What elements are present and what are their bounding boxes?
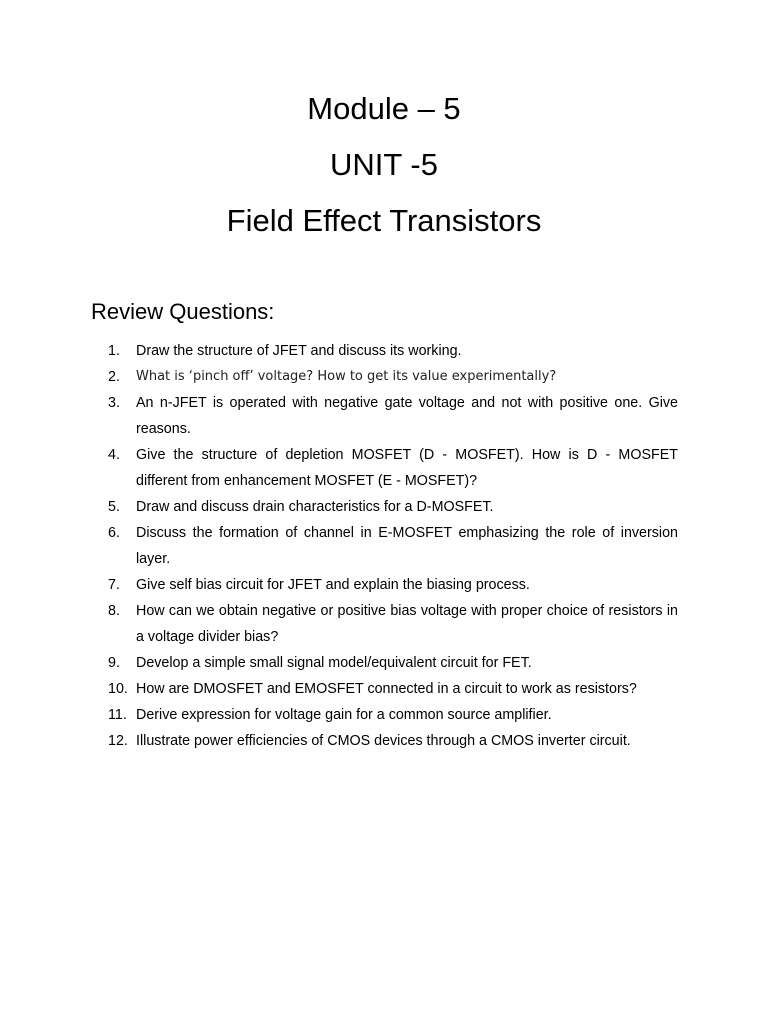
unit-title: UNIT -5 (330, 147, 438, 182)
subject-title: Field Effect Transistors (226, 203, 542, 238)
question-text: What is ‘pinch off’ voltage? How to get its value experimentally? (136, 369, 557, 384)
list-item (108, 338, 678, 364)
question-text: Develop a simple small signal model/equivalent circuit for FET. (136, 655, 532, 671)
question-text: How are DMOSFET and EMOSFET connected in a circuit to work as resistors? (136, 681, 637, 697)
module-title: Module – 5 (307, 91, 461, 126)
list-item (108, 676, 678, 702)
list-item (108, 442, 678, 494)
question-text: Derive expression for voltage gain for a common source amplifier. (136, 707, 552, 723)
question-number: 3. (108, 395, 120, 411)
list-item (108, 390, 678, 442)
list-item (108, 650, 678, 676)
question-number: 10. (108, 681, 128, 697)
question-text: An n-JFET is operated with negative gate voltage and not with positive one. Give reasons. (136, 395, 678, 437)
list-item (108, 572, 678, 598)
question-number: 1. (108, 343, 120, 359)
list-item (108, 728, 678, 754)
list-item (108, 520, 678, 572)
question-number: 11. (108, 707, 127, 723)
question-text: Illustrate power efficiencies of CMOS devices through a CMOS inverter circuit. (136, 733, 631, 749)
question-number: 5. (108, 499, 120, 515)
question-text: Give self bias circuit for JFET and explain the biasing process. (136, 577, 530, 593)
question-number: 12. (108, 733, 128, 749)
question-text: How can we obtain negative or positive bias voltage with proper choice of resistors in a voltage divider bias? (136, 603, 678, 645)
question-text: Draw and discuss drain characteristics for a D-MOSFET. (136, 499, 494, 515)
question-number: 4. (108, 447, 120, 463)
question-number: 8. (108, 603, 120, 619)
review-questions-list (108, 338, 678, 754)
question-text: Draw the structure of JFET and discuss its working. (136, 343, 462, 359)
question-number: 9. (108, 655, 120, 671)
list-item (108, 364, 678, 390)
review-questions-heading: Review Questions: (91, 299, 275, 324)
question-number: 2. (108, 369, 120, 385)
list-item (108, 702, 678, 728)
list-item (108, 494, 678, 520)
question-number: 7. (108, 577, 120, 593)
question-text: Give the structure of depletion MOSFET (D - MOSFET). How is D - MOSFET different from enhancement MOSFET (E - MOSFET)? (136, 447, 678, 489)
question-text: Discuss the formation of channel in E-MOSFET emphasizing the role of inversion layer. (136, 525, 678, 567)
list-item (108, 598, 678, 650)
question-number: 6. (108, 525, 120, 541)
